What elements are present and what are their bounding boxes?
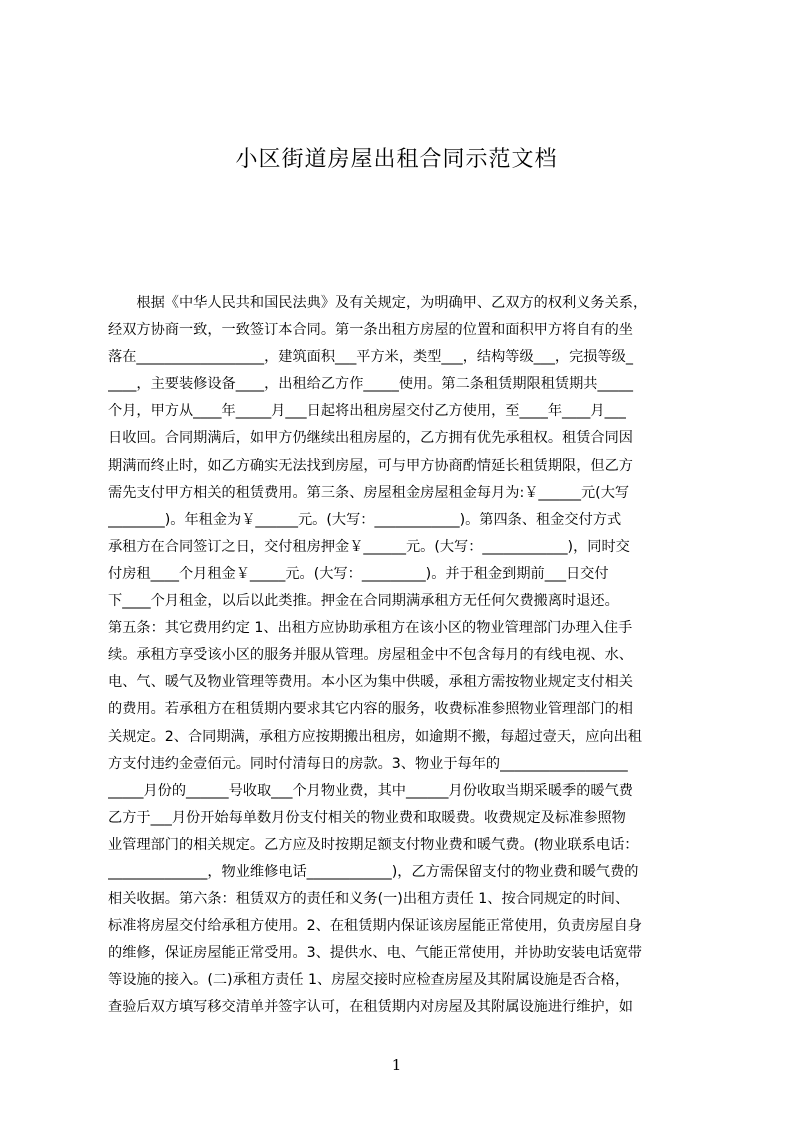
body-line: ____，主要装修设备____，出租给乙方作_____使用。第二条租赁期限租赁期共_____: [108, 376, 633, 393]
body-line: 相关收据。第六条：租赁双方的责任和义务(一)出租方责任 1、按合同规定的时间、: [108, 891, 630, 908]
body-line: 落在__________________，建筑面积___平方米，类型___，结构等级___，完损等级_: [108, 349, 633, 366]
body-line: 续。承租方享受该小区的服务并服从管理。房屋租金中不包含每月的有线电视、水、: [108, 647, 633, 664]
page-number: 1: [391, 1056, 402, 1074]
body-line: _____月份的______号收取___个月物业费，其中______月份收取当期采暖季的暖气费: [108, 782, 633, 799]
body-line: 下____个月租金，以后以此类推。押金在合同期满承租方无任何欠费搬离时退还。: [108, 593, 619, 610]
body-line: 根据《中华人民共和国民法典》及有关规定，为明确甲、乙双方的权利义务关系，: [108, 295, 648, 311]
body-line: 第五条：其它费用约定 1、出租方应协助承租方在该小区的物业管理部门办理入住手: [108, 620, 633, 637]
body-line: 关规定。2、合同期满，承租方应按期搬出租房，如逾期不搬，每超过壹天，应向出租: [108, 728, 642, 745]
body-line: 查验后双方填写移交清单并签字认可，在租赁期内对房屋及其附属设施进行维护，如: [108, 999, 633, 1016]
contract-body: [108, 290, 698, 1022]
document-title: 小区街道房屋出租合同示范文档: [235, 147, 558, 172]
body-line: 付房租____个月租金￥_____元。(大写：_________)。并于租金到期前___日交付: [108, 565, 609, 582]
body-line: 承租方在合同签订之日，交付租房押金￥______元。(大写：____________)，同时交: [108, 538, 630, 555]
body-line: 方支付违约金壹佰元。同时付清每日的房款。3、物业于每年的__________________: [108, 755, 628, 772]
body-line: 需先支付甲方相关的租赁费用。第三条、房屋租金房屋租金每月为:￥______元(大写: [108, 484, 630, 501]
body-line: ______________，物业维修电话____________)，乙方需保留支付的物业费和暖气费的: [108, 863, 639, 880]
body-line: 期满而终止时，如乙方确实无法找到房屋，可与甲方协商酌情延长租赁期限，但乙方: [108, 457, 633, 474]
body-line: 日收回。合同期满后，如甲方仍继续出租房屋的，乙方拥有优先承租权。租赁合同因: [108, 430, 633, 447]
body-line: 电、气、暖气及物业管理等费用。本小区为集中供暖，承租方需按物业规定支付相关: [108, 674, 633, 691]
body-line: 标准将房屋交付给承租方使用。2、在租赁期内保证该房屋能正常使用，负责房屋自身: [108, 918, 642, 935]
body-line: 经双方协商一致，一致签订本合同。第一条出租方房屋的位置和面积甲方将自有的坐: [108, 322, 633, 339]
body-line: 的费用。若承租方在租赁期内要求其它内容的服务，收费标准参照物业管理部门的相: [108, 701, 633, 718]
body-line: 个月，甲方从____年_____月___日起将出租房屋交付乙方使用，至____年____月___: [108, 403, 626, 420]
body-line: 的维修，保证房屋能正常受用。3、提供水、电、气能正常使用，并协助安装电话宽带: [108, 945, 642, 962]
body-line: 业管理部门的相关规定。乙方应及时按期足额支付物业费和暖气费。(物业联系电话：: [108, 836, 639, 853]
body-line: ________)。年租金为￥______元。(大写：____________)。第四条、租金交付方式: [108, 511, 622, 528]
body-line: 乙方于___月份开始每单数月份支付相关的物业费和取暖费。收费规定及标准参照物: [108, 809, 626, 826]
body-line: 等设施的接入。(二)承租方责任 1、房屋交接时应检查房屋及其附属设施是否合格，: [108, 972, 630, 989]
